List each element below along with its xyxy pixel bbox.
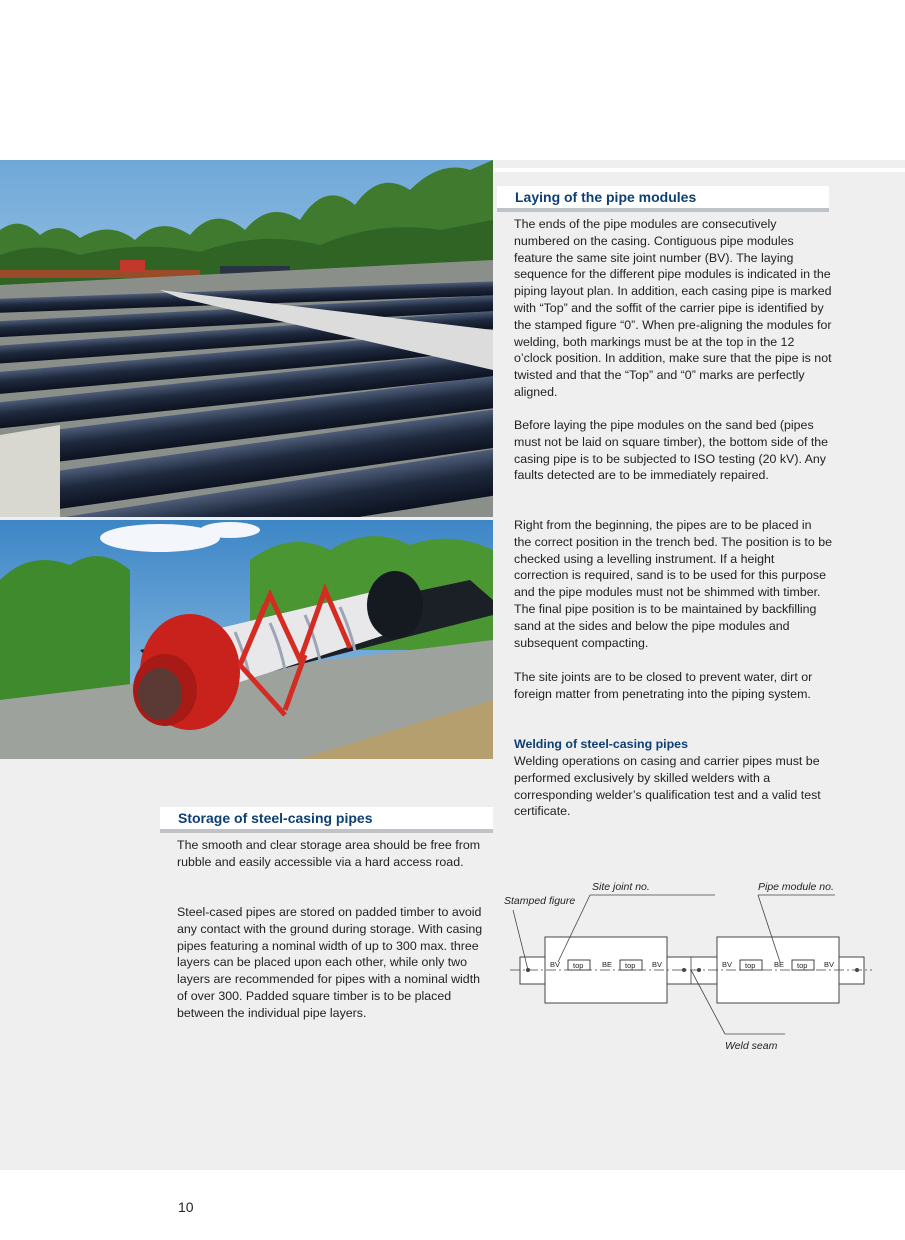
site-joint (667, 957, 717, 984)
mark-bv-2: BV (652, 960, 663, 969)
mark-be-2: BE (774, 960, 785, 969)
photo-pipe-lifting (0, 520, 493, 759)
label-stamped-figure: Stamped figure (504, 895, 576, 907)
page-number: 10 (178, 1199, 194, 1215)
mark-bv-3: BV (722, 960, 733, 969)
laying-paragraph-3: Right from the beginning, the pipes are to be placed in the correct position in the trench bed. The position is to be checked using a levelling instrument. If a height correction is required, sand is to be used for this purpose and the pipe modules must not be shimmed with timber. The final pipe position is to be maintained by backfilling sand at the sides and below the pipe modules and subsequent compacting. (514, 518, 832, 650)
pipe-module-diagram (500, 872, 880, 1057)
mark-bv-1: BV (550, 960, 561, 969)
mark-top-4: top (797, 961, 808, 970)
storage-paragraph-2: Steel-cased pipes are stored on padded timber to avoid any contact with the ground during storage. With casing pipes featuring a nominal width of up to 300 max. three layers can be placed upon each other, while only two layers are recommended for pipes with a nominal width of over 300. Padded square timber is to be placed between the individual pipe layers. (177, 905, 483, 1020)
storage-heading: Storage of steel-casing pipes (160, 807, 493, 833)
storage-paragraph-1: The smooth and clear storage area should be free from rubble and easily accessible via a hard access road. (177, 838, 481, 869)
pipe-end-right (839, 957, 864, 984)
mark-top-1: top (573, 961, 584, 970)
mark-top-2: top (625, 961, 636, 970)
pipe-end-left (520, 957, 545, 984)
laying-paragraph-4: The site joints are to be closed to prevent water, dirt or foreign matter from penetrating into the piping system. (514, 670, 813, 701)
label-weld-seam: Weld seam (725, 1040, 778, 1052)
welding-paragraph: Welding operations on casing and carrier pipes must be performed exclusively by skilled welders with a corresponding welder’s qualification test and a valid test certificate. (514, 754, 821, 819)
laying-heading: Laying of the pipe modules (497, 186, 829, 212)
label-site-joint: Site joint no. (592, 881, 650, 893)
welding-heading: Welding of steel-casing pipes (514, 737, 688, 751)
laying-paragraph-2: Before laying the pipe modules on the sand bed (pipes must not be laid on square timber), the bottom side of the casing pipe is to be subjected to ISO testing (20 kV). Any faults detected are to be immediately repaired. (514, 418, 829, 483)
label-pipe-module: Pipe module no. (758, 881, 834, 893)
photo-stored-pipes (0, 160, 493, 517)
mark-be-1: BE (602, 960, 613, 969)
panel-divider (493, 168, 905, 172)
mark-bv-4: BV (824, 960, 835, 969)
laying-paragraph-1: The ends of the pipe modules are consecutively numbered on the casing. Contiguous pipe modules feature the same site joint number (BV). The laying sequence for the different pipe modules is indicated in the piping layout plan. In addition, each casing pipe is marked with “Top” and the soffit of the carrier pipe is identified by the stamped figure “0”. When pre-aligning the modules for welding, both markings must be at the top in the 12 o’clock position. In addition, make sure that the pipe is not twisted and that the “Top” and “0” marks are perfectly aligned. (514, 217, 832, 399)
mark-top-3: top (745, 961, 756, 970)
